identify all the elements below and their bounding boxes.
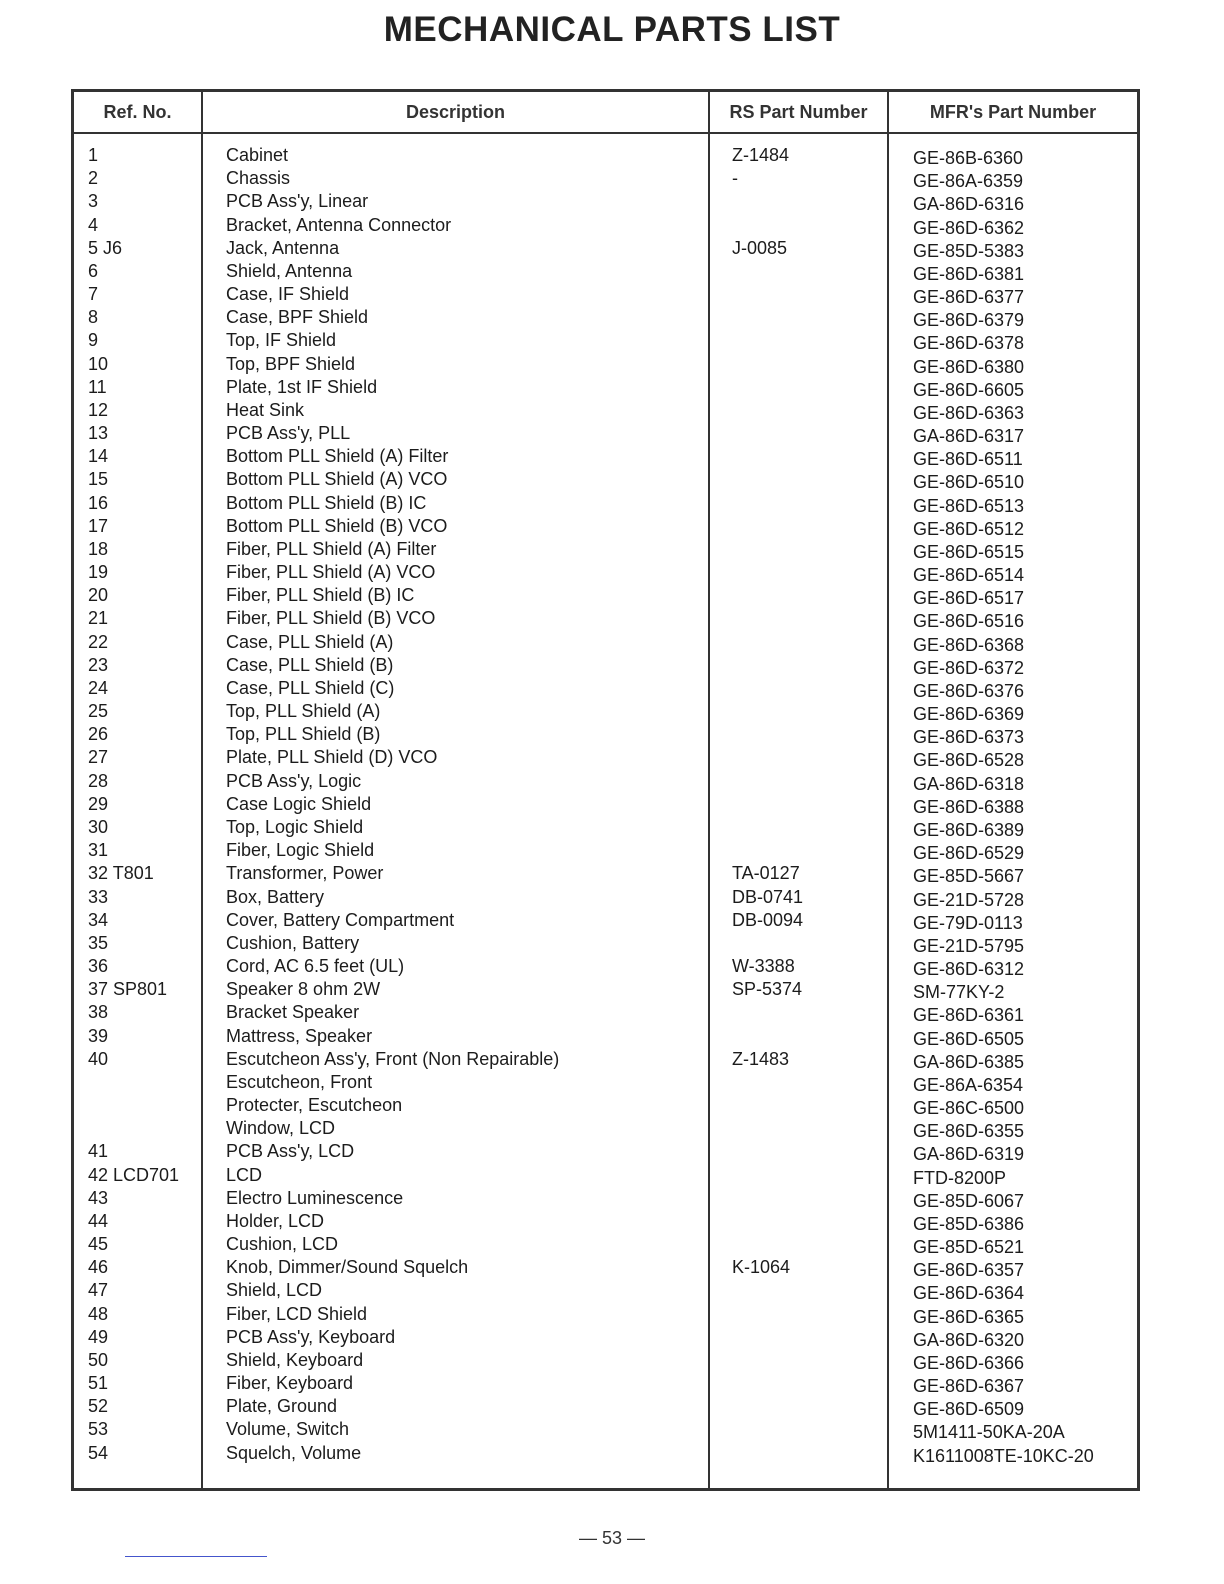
cell-ref-no: 10 <box>88 353 109 374</box>
table-row <box>74 955 1137 978</box>
cell-description: Cabinet <box>226 145 289 165</box>
cell-ref-no: 16 <box>88 492 109 513</box>
table-row <box>74 445 1137 468</box>
table-row <box>74 770 1137 793</box>
table-row <box>74 283 1137 306</box>
cell-ref-no: 33 <box>88 886 109 907</box>
cell-mfr-part-number: GE-86D-6373 <box>913 727 1025 748</box>
cell-description: Plate, 1st IF Shield <box>226 376 378 397</box>
cell-ref-no: 4 <box>88 214 99 235</box>
cell-rs-part-number: Z-1483 <box>732 1048 790 1069</box>
header-description: Description <box>405 102 506 122</box>
cell-ref-no: 6 <box>88 260 99 281</box>
table-row <box>74 631 1137 654</box>
table-row <box>74 1001 1137 1024</box>
cell-ref-no: 40 <box>88 1048 109 1069</box>
cell-ref-no: 54 <box>88 1442 109 1463</box>
cell-ref-no: 30 <box>88 816 109 837</box>
cell-description: Fiber, PLL Shield (B) IC <box>226 585 415 606</box>
cell-ref-no: 38 <box>88 1002 109 1023</box>
cell-mfr-part-number: GE-86D-6366 <box>913 1352 1025 1373</box>
cell-description: Bracket, Antenna Connector <box>226 214 452 235</box>
cell-description: Bottom PLL Shield (A) Filter <box>226 446 449 467</box>
cell-ref-no: 52 <box>88 1396 109 1417</box>
cell-rs-part-number: - <box>732 168 738 189</box>
page-title: MECHANICAL PARTS LIST <box>383 10 841 49</box>
cell-ref-no: 24 <box>88 677 109 698</box>
cell-mfr-part-number: GE-86D-6516 <box>913 611 1025 632</box>
cell-description: Escutcheon, Front <box>226 1071 373 1092</box>
cell-ref-no: 21 <box>88 608 109 629</box>
cell-description: Fiber, Keyboard <box>226 1373 354 1394</box>
cell-ref-no: 43 <box>88 1187 109 1208</box>
cell-ref-no: 2 <box>88 168 99 189</box>
table-row <box>74 862 1137 885</box>
table-row <box>74 167 1137 190</box>
cell-description: Cushion, Battery <box>226 932 360 953</box>
table-row <box>74 700 1137 723</box>
table-row <box>74 1349 1137 1372</box>
table-row <box>74 1048 1137 1071</box>
table-row <box>74 1303 1137 1326</box>
cell-mfr-part-number: GE-86D-6312 <box>913 959 1025 980</box>
cell-description: Shield, Keyboard <box>226 1349 364 1370</box>
cell-mfr-part-number: GE-86C-6500 <box>913 1098 1025 1119</box>
cell-description: Plate, PLL Shield (D) VCO <box>226 747 438 768</box>
cell-rs-part-number: DB-0094 <box>732 909 804 930</box>
cell-description: Bottom PLL Shield (B) VCO <box>226 515 448 536</box>
parts-table <box>71 89 1140 1491</box>
cell-mfr-part-number: GE-21D-5795 <box>913 935 1025 956</box>
cell-mfr-part-number: GA-86D-6319 <box>913 1144 1025 1165</box>
cell-mfr-part-number: GE-86D-6369 <box>913 704 1025 725</box>
cell-mfr-part-number: GE-86D-6363 <box>913 402 1025 423</box>
cell-description: Fiber, LCD Shield <box>226 1303 368 1324</box>
cell-ref-no: 8 <box>88 307 99 328</box>
table-row <box>74 237 1137 260</box>
cell-mfr-part-number: GE-86A-6354 <box>913 1074 1024 1095</box>
table-row <box>74 1395 1137 1418</box>
cell-mfr-part-number: GE-85D-5383 <box>913 240 1025 261</box>
table-row <box>74 1372 1137 1395</box>
cell-ref-no: 13 <box>88 423 109 444</box>
cell-description: Shield, LCD <box>226 1280 323 1301</box>
table-row <box>74 677 1137 700</box>
table-row <box>74 723 1137 746</box>
cell-ref-no: 53 <box>88 1419 109 1440</box>
table-row <box>74 839 1137 862</box>
cell-mfr-part-number: GE-21D-5728 <box>913 889 1025 910</box>
cell-ref-no: 31 <box>88 840 109 861</box>
cell-ref-no: 36 <box>88 956 109 977</box>
table-row <box>74 422 1137 445</box>
cell-description: Shield, Antenna <box>226 260 353 281</box>
cell-mfr-part-number: GE-86D-6378 <box>913 333 1025 354</box>
cell-description: PCB Ass'y, Logic <box>226 770 362 791</box>
cell-description: Mattress, Speaker <box>226 1025 373 1046</box>
cell-mfr-part-number: GE-86D-6357 <box>913 1260 1025 1281</box>
table-row <box>74 607 1137 630</box>
cell-mfr-part-number: GA-86D-6385 <box>913 1051 1025 1072</box>
table-row <box>74 1279 1137 1302</box>
cell-mfr-part-number: GE-86D-6362 <box>913 217 1025 238</box>
cell-description: Plate, Ground <box>226 1396 338 1417</box>
cell-ref-no: 51 <box>88 1373 109 1394</box>
cell-description: Bottom PLL Shield (A) VCO <box>226 469 448 490</box>
cell-description: Electro Luminescence <box>226 1187 404 1208</box>
cell-mfr-part-number: GE-86D-6376 <box>913 680 1025 701</box>
cell-rs-part-number: W-3388 <box>732 956 795 977</box>
cell-ref-no: 1 <box>88 145 99 165</box>
cell-ref-no: 9 <box>88 330 99 351</box>
cell-mfr-part-number: GE-86D-6511 <box>913 449 1023 470</box>
cell-description: Top, BPF Shield <box>226 353 356 374</box>
header-mfr-part-number: MFR's Part Number <box>929 102 1097 122</box>
cell-ref-no: 22 <box>88 631 109 652</box>
table-row <box>74 144 1137 167</box>
cell-mfr-part-number: GE-86D-6505 <box>913 1028 1025 1049</box>
cell-ref-no: 11 <box>88 376 107 397</box>
cell-description: Volume, Switch <box>226 1419 350 1440</box>
table-row <box>74 1071 1137 1094</box>
cell-ref-no: 48 <box>88 1303 109 1324</box>
header-divider <box>74 132 1137 134</box>
cell-description: Speaker 8 ohm 2W <box>226 979 381 1000</box>
header-rs-part-number: RS Part Number <box>729 102 868 122</box>
cell-description: Heat Sink <box>226 399 305 420</box>
cell-ref-no: 7 <box>88 284 99 305</box>
cell-description: Case, PLL Shield (A) <box>226 631 394 652</box>
cell-ref-no: 18 <box>88 538 109 559</box>
table-row <box>74 978 1137 1001</box>
table-row <box>74 190 1137 213</box>
table-row <box>74 654 1137 677</box>
table-row <box>74 1140 1137 1163</box>
table-row <box>74 584 1137 607</box>
cell-mfr-part-number: GE-86D-6361 <box>913 1005 1025 1026</box>
table-row <box>74 1256 1137 1279</box>
table-row <box>74 561 1137 584</box>
cell-mfr-part-number: GE-86D-6514 <box>913 565 1025 586</box>
table-row <box>74 538 1137 561</box>
cell-ref-no: 34 <box>88 909 109 930</box>
table-row <box>74 260 1137 283</box>
cell-description: Box, Battery <box>226 886 325 907</box>
cell-ref-no: 42 LCD701 <box>88 1164 180 1185</box>
cell-description: PCB Ass'y, Keyboard <box>226 1326 396 1347</box>
cell-ref-no: 47 <box>88 1280 109 1301</box>
cell-mfr-part-number: GE-86D-6605 <box>913 379 1025 400</box>
cell-mfr-part-number: GE-86B-6360 <box>913 148 1024 168</box>
cell-description: Fiber, PLL Shield (A) VCO <box>226 562 436 583</box>
cell-rs-part-number: J-0085 <box>732 237 788 258</box>
cell-mfr-part-number: GE-86D-6510 <box>913 472 1025 493</box>
table-body <box>74 144 1137 1465</box>
page-number: — 53 — <box>578 1528 646 1548</box>
cell-description: Squelch, Volume <box>226 1442 362 1463</box>
table-row <box>74 1442 1137 1465</box>
cell-mfr-part-number: GE-86D-6380 <box>913 356 1025 377</box>
cell-description: Fiber, PLL Shield (B) VCO <box>226 608 436 629</box>
cell-rs-part-number: K-1064 <box>732 1257 791 1278</box>
table-row <box>74 1210 1137 1233</box>
table-row <box>74 932 1137 955</box>
cell-ref-no: 14 <box>88 446 109 467</box>
cell-mfr-part-number: GE-85D-6386 <box>913 1213 1025 1234</box>
table-row <box>74 1187 1137 1210</box>
cell-ref-no: 44 <box>88 1210 109 1231</box>
cell-mfr-part-number: GA-86D-6316 <box>913 194 1025 215</box>
cell-description: Bracket Speaker <box>226 1002 360 1023</box>
table-row <box>74 1326 1137 1349</box>
cell-mfr-part-number: GE-86D-6365 <box>913 1306 1025 1327</box>
table-row <box>74 376 1137 399</box>
cell-rs-part-number: TA-0127 <box>732 863 800 884</box>
table-row <box>74 1117 1137 1140</box>
cell-description: Chassis <box>226 168 291 189</box>
cell-description: Cord, AC 6.5 feet (UL) <box>226 956 405 977</box>
cell-ref-no: 35 <box>88 932 109 953</box>
cell-mfr-part-number: FTD-8200P <box>913 1167 1007 1188</box>
table-row <box>74 468 1137 491</box>
cell-description: Bottom PLL Shield (B) IC <box>226 492 427 513</box>
cell-description: Case, PLL Shield (B) <box>226 654 394 675</box>
header-ref-no: Ref. No. <box>103 102 172 122</box>
cell-mfr-part-number: GE-86D-6372 <box>913 657 1025 678</box>
cell-ref-no: 15 <box>88 469 109 490</box>
cell-rs-part-number: SP-5374 <box>732 979 803 1000</box>
cell-mfr-part-number: GE-86D-6509 <box>913 1399 1025 1420</box>
cell-description: Case, BPF Shield <box>226 307 369 328</box>
table-row <box>74 399 1137 422</box>
cell-mfr-part-number: GE-86D-6512 <box>913 518 1025 539</box>
cell-mfr-part-number: SM-77KY-2 <box>913 982 1005 1003</box>
cell-mfr-part-number: GE-86D-6381 <box>913 263 1025 284</box>
cell-mfr-part-number: GE-86D-6355 <box>913 1121 1025 1142</box>
cell-description: PCB Ass'y, LCD <box>226 1141 355 1162</box>
cell-ref-no: 49 <box>88 1326 109 1347</box>
cell-mfr-part-number: GE-86D-6377 <box>913 287 1025 308</box>
cell-ref-no: 37 SP801 <box>88 979 168 1000</box>
table-row <box>74 492 1137 515</box>
table-row <box>74 515 1137 538</box>
cell-description: Jack, Antenna <box>226 237 340 258</box>
cell-description: Top, PLL Shield (B) <box>226 724 381 745</box>
cell-ref-no: 12 <box>88 399 109 420</box>
cell-description: Top, PLL Shield (A) <box>226 701 381 722</box>
cell-mfr-part-number: K1611008TE-10KC-20 <box>913 1445 1094 1466</box>
table-row <box>74 1094 1137 1117</box>
cell-ref-no: 32 T801 <box>88 863 154 884</box>
cell-description: PCB Ass'y, Linear <box>226 191 369 212</box>
cell-mfr-part-number: GA-86D-6318 <box>913 773 1025 794</box>
cell-ref-no: 45 <box>88 1234 109 1255</box>
cell-ref-no: 19 <box>88 562 109 583</box>
cell-mfr-part-number: GE-86D-6528 <box>913 750 1025 771</box>
cell-mfr-part-number: GE-86D-6368 <box>913 634 1025 655</box>
cell-ref-no: 28 <box>88 770 109 791</box>
table-row <box>74 214 1137 237</box>
cell-mfr-part-number: GE-86D-6388 <box>913 796 1025 817</box>
cell-description: Top, Logic Shield <box>226 816 364 837</box>
cell-description: Fiber, PLL Shield (A) Filter <box>226 538 437 559</box>
cell-ref-no: 17 <box>88 515 109 536</box>
cell-description: Holder, LCD <box>226 1210 325 1231</box>
cell-mfr-part-number: GE-85D-5667 <box>913 866 1025 887</box>
cell-description: Case, PLL Shield (C) <box>226 677 395 698</box>
cell-mfr-part-number: GE-79D-0113 <box>913 912 1023 933</box>
table-row <box>74 1233 1137 1256</box>
table-row <box>74 816 1137 839</box>
table-row <box>74 353 1137 376</box>
cell-description: Cushion, LCD <box>226 1234 339 1255</box>
cell-ref-no: 29 <box>88 793 109 814</box>
cell-ref-no: 23 <box>88 654 109 675</box>
table-row <box>74 793 1137 816</box>
table-row <box>74 886 1137 909</box>
cell-ref-no: 46 <box>88 1257 109 1278</box>
cell-description: Case Logic Shield <box>226 793 372 814</box>
cell-rs-part-number: DB-0741 <box>732 886 804 907</box>
cell-mfr-part-number: GE-86D-6517 <box>913 588 1025 609</box>
cell-description: Escutcheon Ass'y, Front (Non Repairable) <box>226 1048 560 1069</box>
cell-description: Case, IF Shield <box>226 284 350 305</box>
cell-description: Top, IF Shield <box>226 330 337 351</box>
table-row <box>74 306 1137 329</box>
cell-ref-no: 39 <box>88 1025 109 1046</box>
cell-mfr-part-number: GE-86D-6379 <box>913 310 1025 331</box>
cell-description: Cover, Battery Compartment <box>226 909 455 930</box>
cell-ref-no: 25 <box>88 701 109 722</box>
cell-ref-no: 41 <box>88 1141 109 1162</box>
cell-mfr-part-number: GA-86D-6317 <box>913 426 1025 447</box>
cell-rs-part-number: Z-1484 <box>732 145 790 165</box>
cell-mfr-part-number: GA-86D-6320 <box>913 1329 1025 1350</box>
cell-description: LCD <box>226 1164 263 1185</box>
cell-description: Window, LCD <box>226 1118 336 1139</box>
cell-ref-no: 50 <box>88 1349 109 1370</box>
cell-description: Knob, Dimmer/Sound Squelch <box>226 1257 469 1278</box>
table-row <box>74 1164 1137 1187</box>
cell-description: Fiber, Logic Shield <box>226 840 375 861</box>
cell-mfr-part-number: GE-86D-6364 <box>913 1283 1025 1304</box>
cell-ref-no: 20 <box>88 585 109 606</box>
cell-ref-no: 27 <box>88 747 109 768</box>
cell-mfr-part-number: 5M1411-50KA-20A <box>913 1422 1065 1443</box>
cell-mfr-part-number: GE-86D-6529 <box>913 843 1025 864</box>
cell-mfr-part-number: GE-86D-6367 <box>913 1376 1025 1397</box>
table-row <box>74 1025 1137 1048</box>
table-row <box>74 909 1137 932</box>
cell-description: PCB Ass'y, PLL <box>226 423 351 444</box>
cell-description: Protecter, Escutcheon <box>226 1095 403 1116</box>
cell-description: Transformer, Power <box>226 863 384 884</box>
table-row <box>74 329 1137 352</box>
cell-mfr-part-number: GE-86D-6513 <box>913 495 1025 516</box>
cell-ref-no: 5 J6 <box>88 237 123 258</box>
cell-mfr-part-number: GE-86D-6389 <box>913 819 1025 840</box>
cell-ref-no: 3 <box>88 191 99 212</box>
cell-mfr-part-number: GE-85D-6067 <box>913 1190 1025 1211</box>
footer-rule <box>125 1556 267 1557</box>
table-row <box>74 1418 1137 1441</box>
table-row <box>74 746 1137 769</box>
cell-ref-no: 26 <box>88 724 109 745</box>
cell-mfr-part-number: GE-85D-6521 <box>913 1237 1025 1258</box>
cell-mfr-part-number: GE-86D-6515 <box>913 541 1025 562</box>
cell-mfr-part-number: GE-86A-6359 <box>913 171 1024 192</box>
